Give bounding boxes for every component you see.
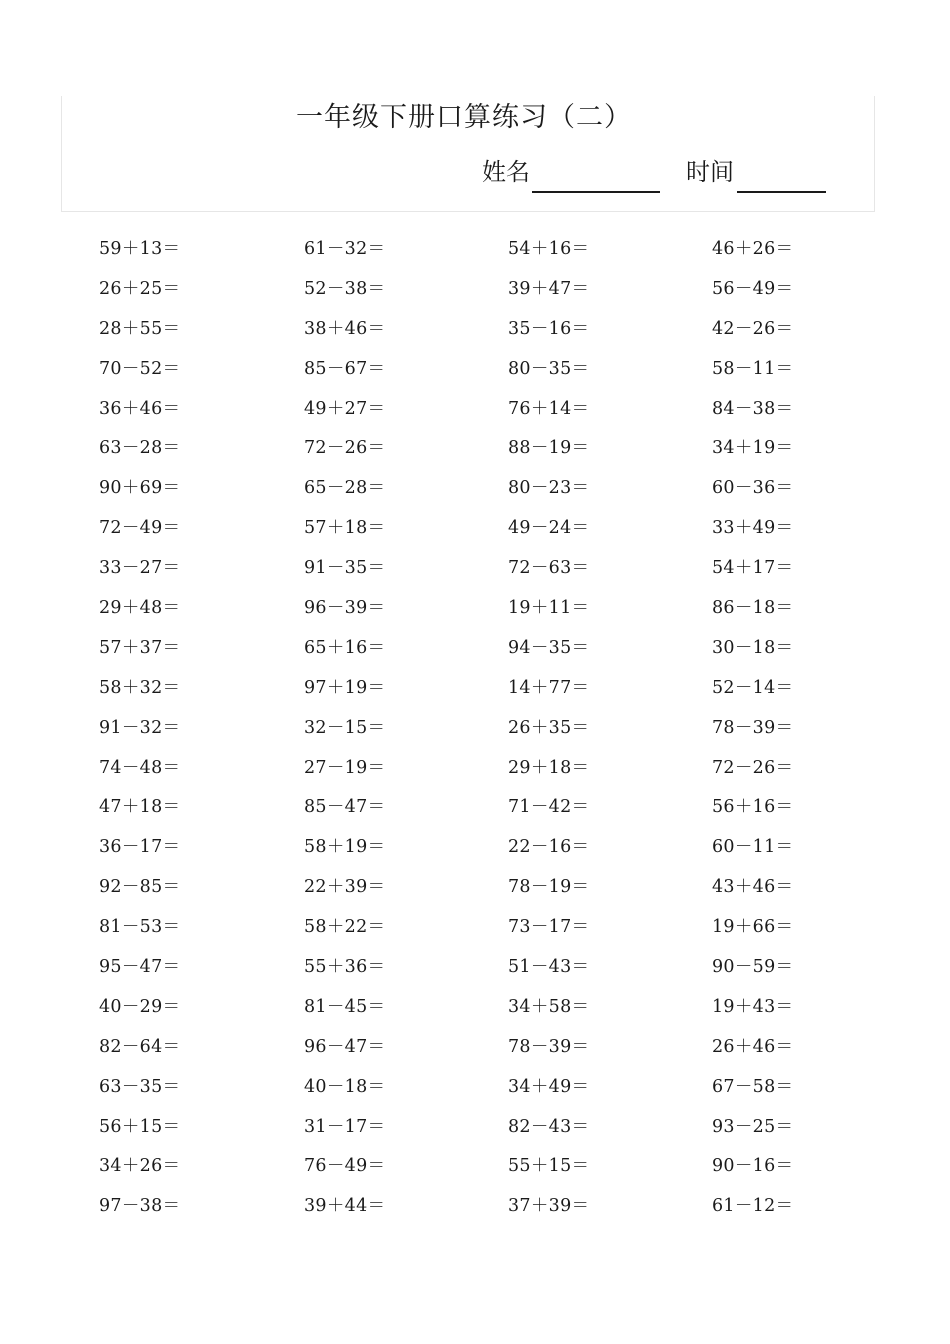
exercise-item: 19＋43＝ bbox=[712, 996, 794, 1017]
exercise-row bbox=[0, 709, 950, 749]
exercise-item: 19＋11＝ bbox=[508, 598, 590, 619]
exercise-row bbox=[0, 230, 950, 270]
exercise-item: 56－49＝ bbox=[712, 278, 794, 299]
exercise-item: 95－47＝ bbox=[99, 957, 181, 978]
exercise-item: 29＋48＝ bbox=[99, 598, 181, 619]
exercise-item: 43＋46＝ bbox=[712, 877, 794, 898]
exercise-row bbox=[0, 788, 950, 828]
exercise-item: 73－17＝ bbox=[508, 917, 590, 938]
exercise-item: 86－18＝ bbox=[712, 598, 794, 619]
exercise-item: 90＋69＝ bbox=[99, 478, 181, 499]
exercise-item: 60－11＝ bbox=[712, 837, 794, 858]
exercise-item: 90－59＝ bbox=[712, 957, 794, 978]
exercise-row bbox=[0, 1187, 950, 1227]
exercise-item: 52－38＝ bbox=[304, 278, 386, 299]
exercise-item: 35－16＝ bbox=[508, 318, 590, 339]
exercise-item: 34＋26＝ bbox=[99, 1156, 181, 1177]
exercise-item: 26＋25＝ bbox=[99, 278, 181, 299]
time-label: 时间 bbox=[686, 158, 734, 186]
exercise-item: 42－26＝ bbox=[712, 318, 794, 339]
exercise-item: 51－43＝ bbox=[508, 957, 590, 978]
exercise-item: 29＋18＝ bbox=[508, 757, 590, 778]
exercise-item: 76－49＝ bbox=[304, 1156, 386, 1177]
exercise-row bbox=[0, 1147, 950, 1187]
exercise-item: 61－32＝ bbox=[304, 239, 386, 259]
exercise-item: 56＋15＝ bbox=[99, 1116, 181, 1137]
exercise-row bbox=[0, 1028, 950, 1068]
exercise-item: 65－28＝ bbox=[304, 478, 386, 499]
exercise-item: 49＋27＝ bbox=[304, 398, 386, 419]
exercise-item: 58－11＝ bbox=[712, 358, 794, 379]
exercise-row bbox=[0, 310, 950, 350]
exercise-item: 85－47＝ bbox=[304, 797, 386, 818]
exercise-row bbox=[0, 350, 950, 390]
exercise-item: 63－28＝ bbox=[99, 438, 181, 459]
exercise-item: 22＋39＝ bbox=[304, 877, 386, 898]
exercise-item: 22－16＝ bbox=[508, 837, 590, 858]
exercise-row bbox=[0, 469, 950, 509]
exercise-item: 74－48＝ bbox=[99, 757, 181, 778]
exercise-item: 72－26＝ bbox=[304, 438, 386, 459]
exercise-item: 55＋15＝ bbox=[508, 1156, 590, 1177]
exercise-item: 97＋19＝ bbox=[304, 677, 386, 698]
exercise-row bbox=[0, 908, 950, 948]
exercise-item: 96－47＝ bbox=[304, 1036, 386, 1057]
name-label: 姓名 bbox=[482, 158, 530, 186]
exercise-row bbox=[0, 270, 950, 310]
exercise-item: 78－39＝ bbox=[508, 1036, 590, 1057]
exercise-item: 26＋46＝ bbox=[712, 1036, 794, 1057]
exercise-item: 56＋16＝ bbox=[712, 797, 794, 818]
exercise-row bbox=[0, 390, 950, 430]
exercise-item: 54＋17＝ bbox=[712, 558, 794, 579]
exercise-item: 37＋39＝ bbox=[508, 1196, 590, 1217]
exercise-row bbox=[0, 589, 950, 629]
exercise-item: 96－39＝ bbox=[304, 598, 386, 619]
exercise-item: 88－19＝ bbox=[508, 438, 590, 459]
exercise-item: 81－53＝ bbox=[99, 917, 181, 938]
exercise-item: 32－15＝ bbox=[304, 717, 386, 738]
exercise-item: 82－43＝ bbox=[508, 1116, 590, 1137]
exercise-item: 78－39＝ bbox=[712, 717, 794, 738]
exercise-grid bbox=[0, 230, 950, 1227]
exercise-item: 39＋44＝ bbox=[304, 1196, 386, 1217]
exercise-item: 34＋19＝ bbox=[712, 438, 794, 459]
exercise-item: 72－26＝ bbox=[712, 757, 794, 778]
exercise-item: 27－19＝ bbox=[304, 757, 386, 778]
exercise-item: 58＋32＝ bbox=[99, 677, 181, 698]
exercise-item: 91－32＝ bbox=[99, 717, 181, 738]
exercise-row bbox=[0, 629, 950, 669]
exercise-item: 80－35＝ bbox=[508, 358, 590, 379]
exercise-item: 33－27＝ bbox=[99, 558, 181, 579]
time-blank-line[interactable] bbox=[737, 191, 826, 193]
exercise-row bbox=[0, 749, 950, 789]
exercise-item: 38＋46＝ bbox=[304, 318, 386, 339]
exercise-item: 46＋26＝ bbox=[712, 239, 794, 259]
exercise-item: 40－29＝ bbox=[99, 996, 181, 1017]
exercise-item: 57＋37＝ bbox=[99, 637, 181, 658]
exercise-row bbox=[0, 1108, 950, 1148]
exercise-item: 28＋55＝ bbox=[99, 318, 181, 339]
name-blank-line[interactable] bbox=[532, 191, 660, 193]
exercise-item: 84－38＝ bbox=[712, 398, 794, 419]
exercise-item: 31－17＝ bbox=[304, 1116, 386, 1137]
exercise-item: 67－58＝ bbox=[712, 1076, 794, 1097]
exercise-row bbox=[0, 868, 950, 908]
exercise-item: 54＋16＝ bbox=[508, 239, 590, 259]
exercise-item: 33＋49＝ bbox=[712, 518, 794, 539]
exercise-item: 71－42＝ bbox=[508, 797, 590, 818]
exercise-item: 82－64＝ bbox=[99, 1036, 181, 1057]
exercise-row bbox=[0, 988, 950, 1028]
exercise-item: 61－12＝ bbox=[712, 1196, 794, 1217]
exercise-item: 19＋66＝ bbox=[712, 917, 794, 938]
exercise-item: 76＋14＝ bbox=[508, 398, 590, 419]
exercise-item: 58＋19＝ bbox=[304, 837, 386, 858]
exercise-item: 30－18＝ bbox=[712, 637, 794, 658]
exercise-item: 91－35＝ bbox=[304, 558, 386, 579]
exercise-item: 34＋58＝ bbox=[508, 996, 590, 1017]
exercise-item: 92－85＝ bbox=[99, 877, 181, 898]
exercise-item: 52－14＝ bbox=[712, 677, 794, 698]
exercise-item: 36＋46＝ bbox=[99, 398, 181, 419]
exercise-item: 81－45＝ bbox=[304, 996, 386, 1017]
exercise-item: 47＋18＝ bbox=[99, 797, 181, 818]
exercise-item: 34＋49＝ bbox=[508, 1076, 590, 1097]
exercise-row bbox=[0, 549, 950, 589]
page-title: 一年级下册口算练习（二） bbox=[296, 102, 632, 133]
exercise-item: 55＋36＝ bbox=[304, 957, 386, 978]
exercise-item: 59＋13＝ bbox=[99, 239, 181, 259]
exercise-item: 60－36＝ bbox=[712, 478, 794, 499]
exercise-item: 80－23＝ bbox=[508, 478, 590, 499]
exercise-item: 65＋16＝ bbox=[304, 637, 386, 658]
exercise-item: 57＋18＝ bbox=[304, 518, 386, 539]
exercise-item: 72－63＝ bbox=[508, 558, 590, 579]
exercise-row bbox=[0, 509, 950, 549]
exercise-item: 26＋35＝ bbox=[508, 717, 590, 738]
exercise-item: 14＋77＝ bbox=[508, 677, 590, 698]
exercise-row bbox=[0, 669, 950, 709]
exercise-item: 90－16＝ bbox=[712, 1156, 794, 1177]
exercise-item: 94－35＝ bbox=[508, 637, 590, 658]
exercise-item: 49－24＝ bbox=[508, 518, 590, 539]
exercise-item: 93－25＝ bbox=[712, 1116, 794, 1137]
exercise-item: 63－35＝ bbox=[99, 1076, 181, 1097]
exercise-item: 36－17＝ bbox=[99, 837, 181, 858]
exercise-row bbox=[0, 429, 950, 469]
exercise-item: 72－49＝ bbox=[99, 518, 181, 539]
exercise-item: 40－18＝ bbox=[304, 1076, 386, 1097]
exercise-row bbox=[0, 828, 950, 868]
exercise-item: 97－38＝ bbox=[99, 1196, 181, 1217]
exercise-row bbox=[0, 948, 950, 988]
exercise-item: 85－67＝ bbox=[304, 358, 386, 379]
exercise-item: 78－19＝ bbox=[508, 877, 590, 898]
exercise-item: 39＋47＝ bbox=[508, 278, 590, 299]
exercise-item: 70－52＝ bbox=[99, 358, 181, 379]
exercise-item: 58＋22＝ bbox=[304, 917, 386, 938]
exercise-row bbox=[0, 1068, 950, 1108]
